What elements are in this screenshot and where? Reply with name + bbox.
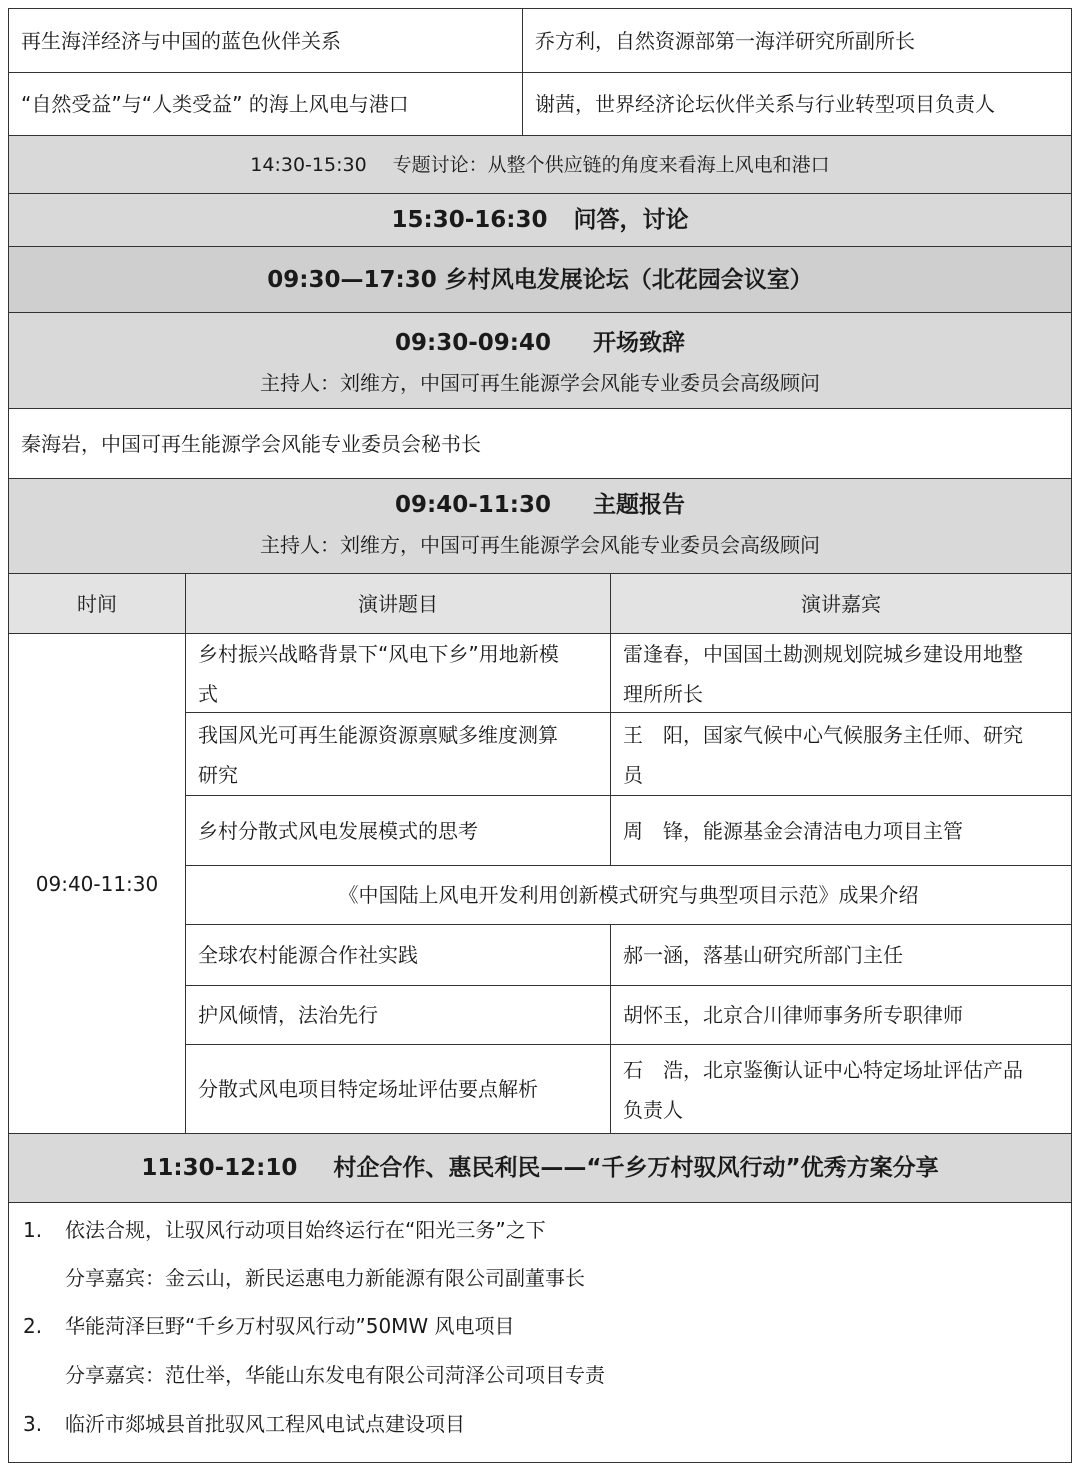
host-text: 主持人：刘维方，中国可再生能源学会风能专业委员会高级顾问: [260, 371, 820, 395]
keynote-title: [9, 489, 1071, 521]
topic-cell: [9, 9, 522, 72]
opening-speaker-row: [8, 409, 1072, 479]
share-guest: [65, 1263, 585, 1293]
item-title: 临沂市郯城县首批驭风工程风电试点建设项目: [65, 1412, 465, 1436]
qa-session-row: [8, 194, 1072, 247]
share-header-row: [8, 1134, 1072, 1203]
talk-topic: [198, 1045, 610, 1133]
column-header-row: [8, 574, 1072, 634]
talk-topic: [198, 796, 610, 865]
talk-speaker: [623, 1050, 1023, 1130]
share-item: [23, 1215, 546, 1245]
speaker-text: 秦海岩，中国可再生能源学会风能专业委员会秘书长: [21, 431, 481, 456]
keynote-time-cell: [9, 634, 185, 1133]
session-title: 主题报告: [593, 492, 685, 518]
forum-title: [9, 247, 1071, 312]
share-title: [9, 1134, 1071, 1202]
topic-line: 护风倾情，法治先行: [198, 1003, 378, 1027]
share-item: [23, 1311, 515, 1341]
header-label: 演讲嘉宾: [801, 591, 881, 616]
header-time: [9, 574, 185, 633]
speaker-line: 胡怀玉，北京合川律师事务所专职律师: [623, 1003, 963, 1027]
forum-title-row: [8, 247, 1072, 313]
speaker-line: 负责人: [623, 1098, 683, 1122]
speaker-line: 周 锋，能源基金会清洁电力项目主管: [623, 818, 963, 843]
talk-speaker: [623, 715, 1023, 795]
share-list: [8, 1203, 1072, 1463]
divider: [610, 925, 611, 985]
talk-speaker: [623, 634, 1023, 714]
keynote-header-row: [8, 479, 1072, 574]
talk-topic: [198, 986, 610, 1044]
topic-cell: [9, 73, 522, 135]
talk-topic: [198, 634, 559, 714]
speaker-line: 雷逢春，中国国土勘测规划院城乡建设用地整: [623, 642, 1023, 666]
qa-session: [9, 194, 1071, 246]
guest-text: 分享嘉宾：范仕举，华能山东发电有限公司菏泽公司项目专责: [65, 1363, 605, 1387]
talk-row-merged: [186, 865, 1071, 924]
speaker-line: 郝一涵，落基山研究所部门主任: [623, 943, 903, 967]
opening-speaker: [9, 409, 1071, 478]
divider: [610, 796, 611, 865]
talk-row: [186, 985, 1071, 1044]
item-title: 华能菏泽巨野“千乡万村驭风行动”50MW 风电项目: [65, 1314, 515, 1338]
session-time: 14:30-15:30: [250, 153, 367, 176]
keynote-body: [8, 634, 1072, 1134]
item-number: 2.: [23, 1314, 43, 1338]
project-intro: [186, 866, 1071, 924]
panel-session: [9, 136, 1071, 193]
item-number: 1.: [23, 1218, 43, 1242]
topic-line: 我国风光可再生能源资源禀赋多维度测算: [198, 723, 558, 747]
header-speaker: [611, 574, 1071, 633]
speaker-text: 乔方利，自然资源部第一海洋研究所副所长: [535, 28, 915, 53]
speaker-line: 员: [623, 763, 643, 787]
topic-line: 分散式风电项目特定场址评估要点解析: [198, 1077, 538, 1101]
item-title: 依法合规，让驭风行动项目始终运行在“阳光三务”之下: [65, 1218, 546, 1242]
time-text: 09:40-11:30: [35, 871, 159, 896]
session-time: 09:40-11:30: [395, 492, 551, 518]
divider: [610, 713, 611, 795]
session-title: 村企合作、惠民利民——“千乡万村驭风行动”优秀方案分享: [333, 1155, 939, 1181]
speaker-text: 谢茜，世界经济论坛伙伴关系与行业转型项目负责人: [535, 92, 995, 116]
talk-row: [186, 924, 1071, 985]
keynote-host: [9, 529, 1071, 561]
panel-session-row: [8, 136, 1072, 194]
talk-speaker: [623, 796, 1063, 865]
session-title: 专题讨论：从整个供应链的角度来看海上风电和港口: [392, 153, 830, 176]
opening-title: [9, 327, 1071, 359]
project-intro-text: 《中国陆上风电开发利用创新模式研究与典型项目示范》成果介绍: [338, 883, 919, 907]
host-text: 主持人：刘维方，中国可再生能源学会风能专业委员会高级顾问: [260, 533, 820, 557]
divider: [610, 634, 611, 712]
guest-text: 分享嘉宾：金云山，新民运惠电力新能源有限公司副董事长: [65, 1266, 585, 1290]
divider: [610, 986, 611, 1044]
session-time: 11:30-12:10: [141, 1155, 298, 1181]
session-time: 15:30-16:30: [391, 207, 548, 233]
speaker-cell: [523, 9, 1071, 72]
topic-text: “自然受益”与“人类受益” 的海上风电与港口: [21, 92, 409, 116]
talk-speaker: [623, 986, 1063, 1044]
talk-row: [186, 795, 1071, 865]
topic-text: 再生海洋经济与中国的蓝色伙伴关系: [21, 28, 341, 53]
talk-row: [186, 634, 1071, 712]
speaker-line: 理所所长: [623, 682, 703, 706]
agenda-row: [8, 73, 1072, 136]
session-title: 开场致辞: [593, 330, 685, 356]
share-item: [23, 1409, 465, 1439]
speaker-cell: [523, 73, 1071, 135]
talk-speaker: [623, 925, 1063, 985]
share-guest: [65, 1360, 605, 1390]
speaker-line: 王 阳，国家气候中心气候服务主任师、研究: [623, 723, 1023, 747]
divider: [610, 1045, 611, 1133]
topic-line: 全球农村能源合作社实践: [198, 943, 418, 967]
speaker-line: 石 浩，北京鉴衡认证中心特定场址评估产品: [623, 1058, 1023, 1082]
agenda-row: [8, 8, 1072, 73]
session-time: 09:30-09:40: [395, 330, 551, 356]
header-label: 演讲题目: [358, 591, 438, 616]
topic-line: 式: [198, 682, 218, 706]
forum-title-text: 09:30—17:30 乡村风电发展论坛（北花园会议室）: [267, 266, 813, 293]
agenda-table: [8, 0, 1072, 1455]
opening-host: [9, 367, 1071, 399]
header-label: 时间: [77, 591, 117, 616]
topic-line: 研究: [198, 763, 238, 787]
session-title: 问答，讨论: [573, 207, 689, 233]
item-number: 3.: [23, 1412, 43, 1436]
talk-row: [186, 1044, 1071, 1133]
talk-topic: [198, 715, 558, 795]
topic-line: 乡村分散式风电发展模式的思考: [198, 818, 478, 843]
talk-topic: [198, 925, 610, 985]
opening-header-row: [8, 313, 1072, 409]
topic-line: 乡村振兴战略背景下“风电下乡”用地新模: [198, 642, 559, 666]
header-topic: [186, 574, 610, 633]
talk-row: [186, 712, 1071, 795]
